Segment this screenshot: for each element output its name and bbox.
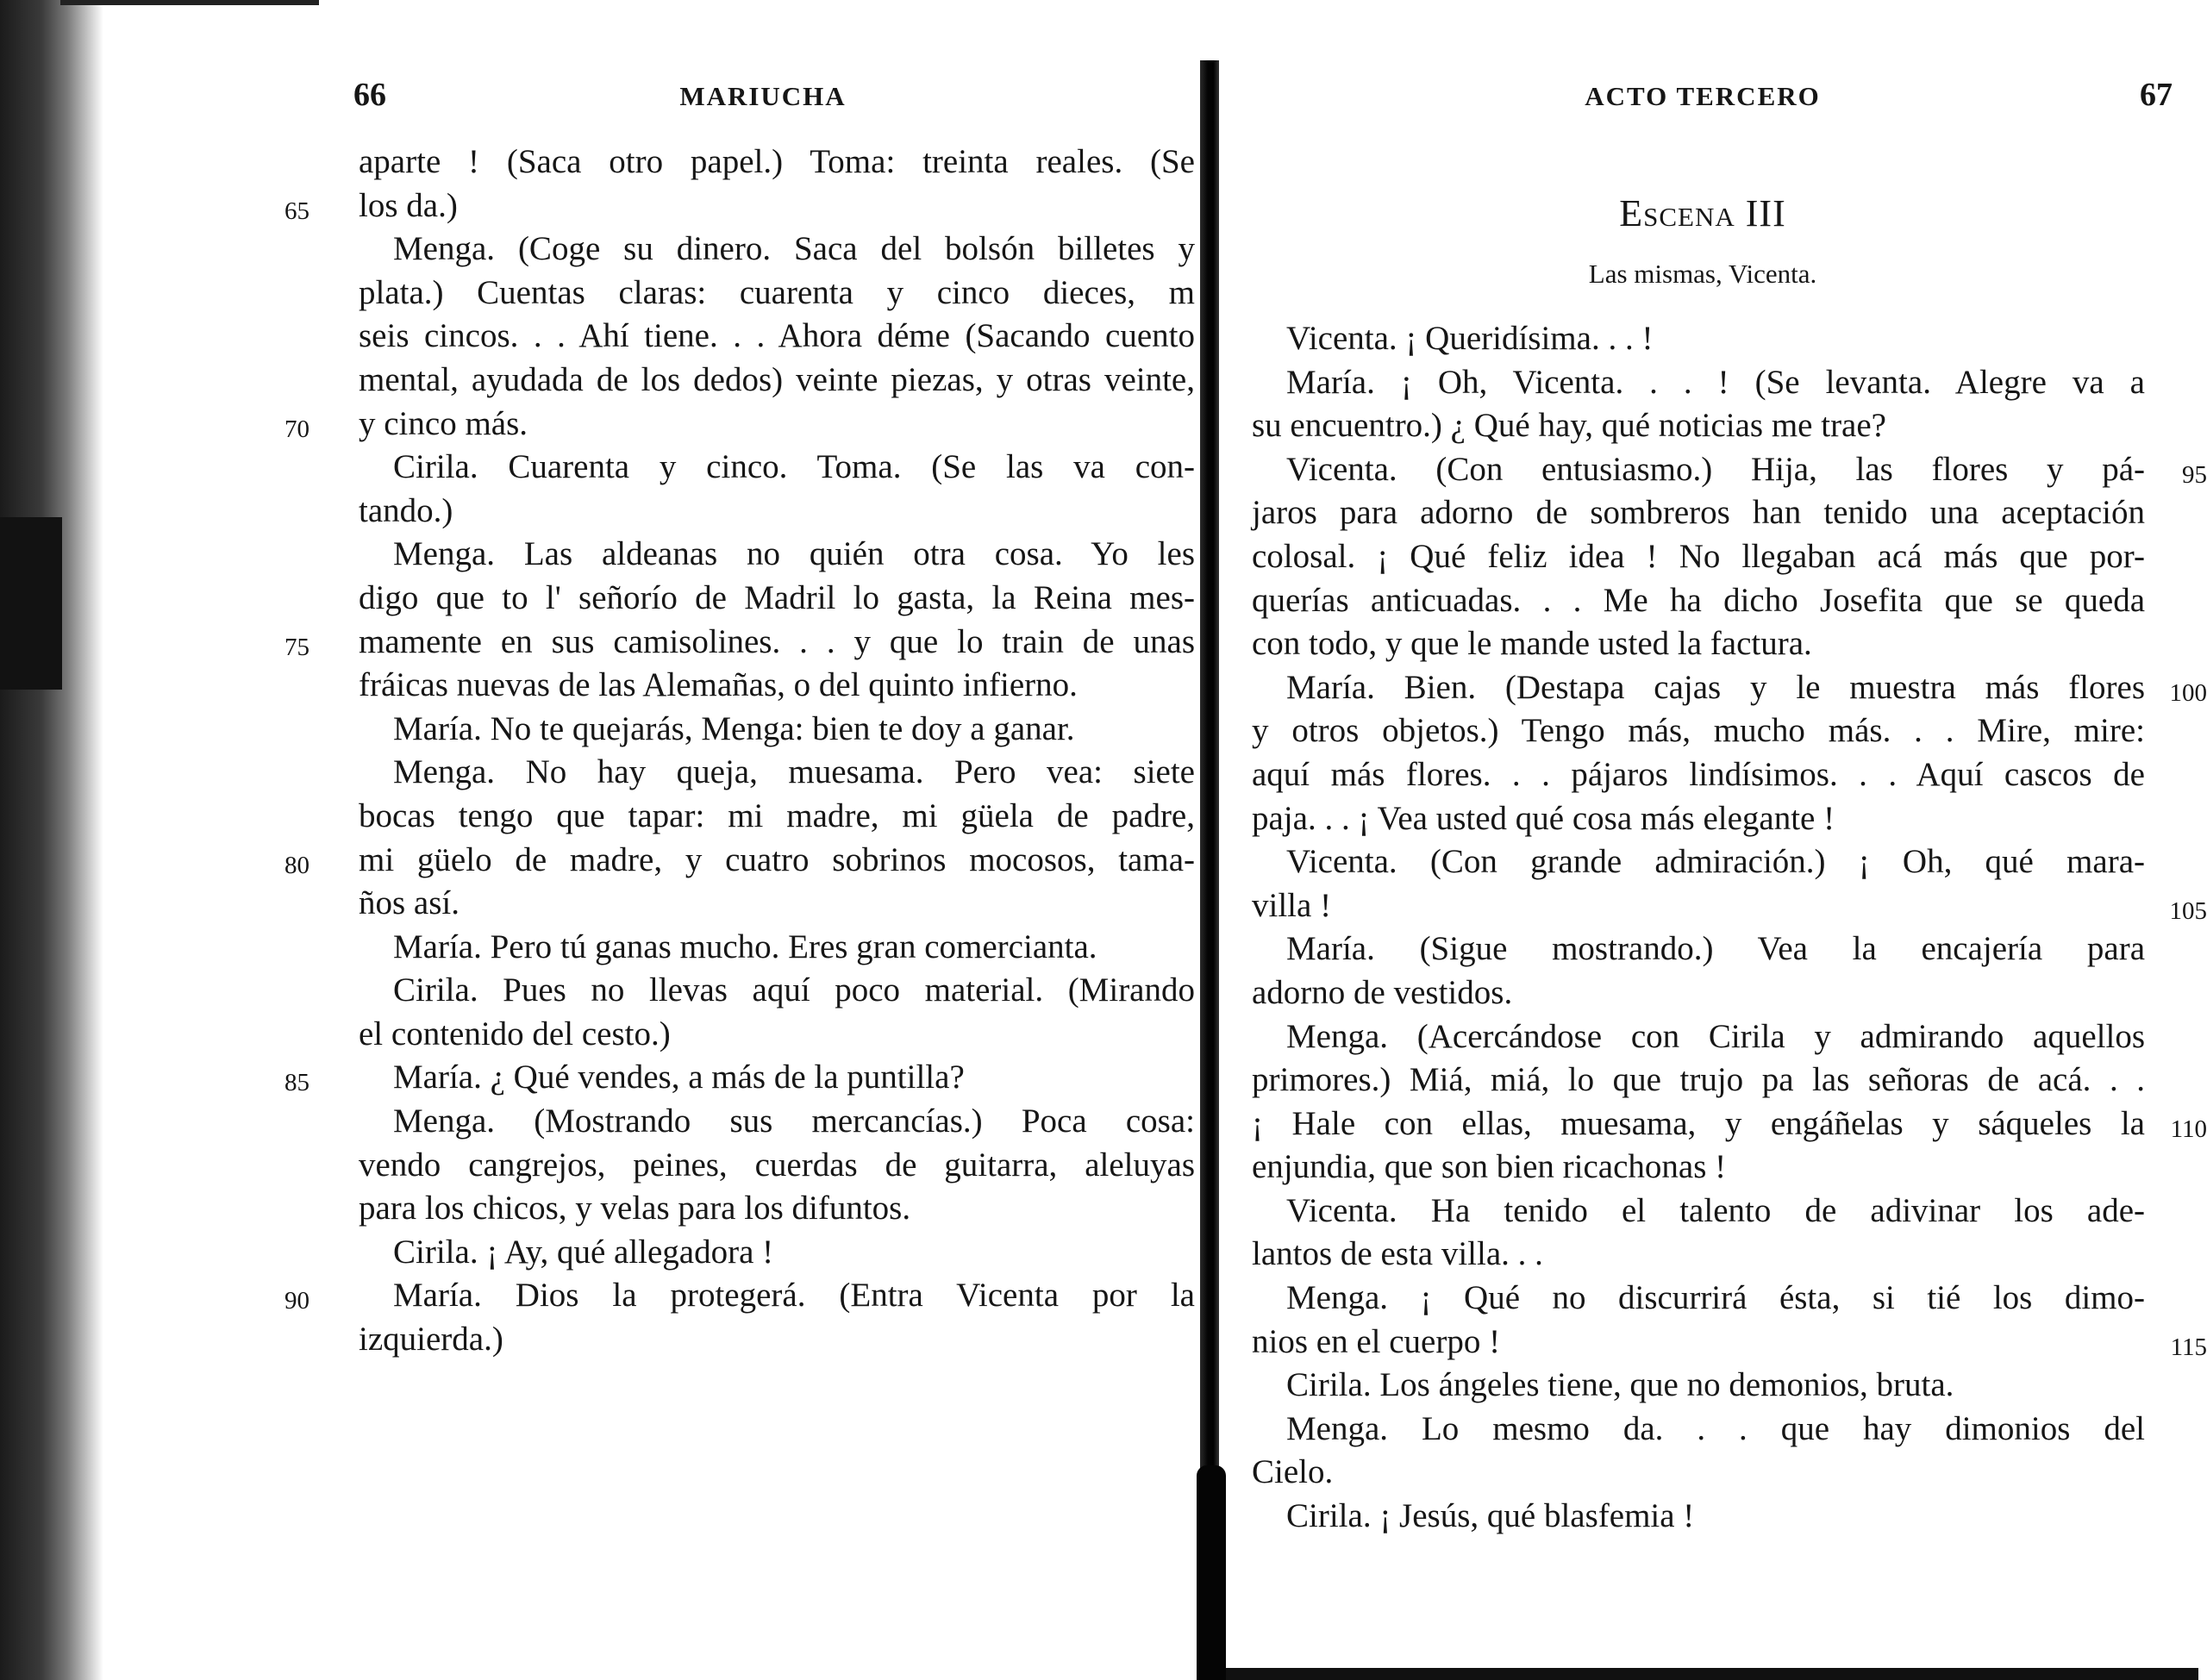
book-spine-blot [1197, 1465, 1226, 1680]
text-line [359, 228, 1195, 272]
line-text: Menga. (Coge su dinero. Saca del bolsón billetes y [393, 230, 1195, 268]
page-number: 67 [2140, 77, 2173, 113]
line-text: digo que to l' señorío de Madril lo gasta, la Reina mes- [359, 578, 1195, 616]
text-line [359, 926, 1195, 970]
line-number: 105 [2169, 896, 2207, 925]
text-line [359, 882, 1195, 926]
text-line [359, 1100, 1195, 1144]
text-line [359, 1144, 1195, 1188]
text-line [284, 1274, 1195, 1318]
line-text: ¡ Hale con ellas, muesama, y engáñelas y sáqueles la [1252, 1104, 2145, 1142]
text-line [284, 839, 1195, 883]
text-line [359, 490, 1195, 534]
left-page-text [284, 141, 1195, 1362]
text-line [284, 184, 1195, 228]
scene-cast-line: Las mismas, Vicenta. [1588, 259, 1817, 289]
line-text: Menga. Lo mesmo da. . . que hay dimonios del [1286, 1409, 2145, 1447]
line-text: jaros para adorno de sombreros han tenido una aceptación [1252, 494, 2145, 532]
text-line [1252, 666, 2207, 710]
text-line [359, 533, 1195, 577]
line-text: aparte ! (Saca otro papel.) Toma: treinta reales. (Se [359, 143, 1195, 180]
line-text: María. Bien. (Destapa cajas y le muestra más flores [1286, 668, 2145, 706]
text-line [1252, 361, 2145, 405]
book-spine-shadow [1200, 60, 1219, 1680]
line-text: mi güelo de madre, y cuatro sobrinos mocosos, tama- [359, 840, 1195, 878]
line-text: Cirila. ¡ Ay, qué allegadora ! [393, 1233, 774, 1271]
running-title: ACTO TERCERO [1585, 81, 1821, 111]
text-line [359, 664, 1195, 708]
scan-edge-bottom [1224, 1668, 2198, 1680]
line-text: María. ¿ Qué vendes, a más de la puntilla? [393, 1059, 965, 1096]
text-line [359, 1231, 1195, 1275]
page-number: 66 [353, 77, 386, 113]
line-text: enjundia, que son bien ricachonas ! [1252, 1148, 1727, 1186]
text-line [1252, 1495, 2145, 1539]
text-line [284, 403, 1195, 447]
line-text: fráicas nuevas de las Alemañas, o del quinto infierno. [359, 666, 1078, 704]
text-line [1252, 1015, 2145, 1059]
text-line [1252, 404, 2145, 448]
text-line [1252, 797, 2145, 841]
right-page-text [1252, 317, 2207, 1539]
line-text: villa ! [1252, 886, 1332, 924]
text-line [359, 1187, 1195, 1231]
text-line [1252, 1408, 2145, 1452]
line-text: Menga. ¡ Qué no discurrirá ésta, si tié los dimo- [1286, 1279, 2145, 1317]
line-text: María. No te quejarás, Menga: bien te doy a ganar. [393, 709, 1075, 747]
line-text: colosal. ¡ Qué feliz idea ! No llegaban acá más que por- [1252, 537, 2145, 575]
text-line [359, 751, 1195, 795]
line-text: seis cincos. . . Ahí tiene. . . Ahora déme (Sacando cuento [359, 317, 1195, 355]
line-text: querías anticuadas. . . Me ha dicho Josefita que se queda [1252, 581, 2145, 619]
text-line [1252, 1233, 2145, 1277]
scan-edge-left [0, 0, 103, 1680]
text-line [359, 315, 1195, 359]
line-number: 85 [284, 1069, 309, 1097]
line-text: aquí más flores. . . pájaros lindísimos. . . Aquí cascos de [1252, 755, 2145, 793]
text-line [1252, 927, 2145, 971]
line-text: Menga. (Mostrando sus mercancías.) Poca cosa: [393, 1102, 1195, 1140]
text-line [359, 1013, 1195, 1057]
scene-title: Escena III [1619, 192, 1786, 234]
line-text: adorno de vestidos. [1252, 973, 1513, 1011]
line-number: 70 [284, 415, 309, 443]
line-text: Menga. No hay queja, muesama. Pero vea: siete [393, 753, 1195, 791]
text-line [359, 969, 1195, 1013]
text-line [359, 577, 1195, 621]
line-number: 95 [2182, 460, 2207, 489]
line-text: izquierda.) [359, 1321, 503, 1358]
text-line [1252, 448, 2207, 492]
text-line [284, 1056, 1195, 1100]
line-text: mental, ayudada de los dedos) veinte piezas, y otras veinte, [359, 360, 1195, 398]
scan-edge-top [60, 0, 319, 5]
text-line [1252, 1277, 2145, 1321]
text-line [1252, 1146, 2145, 1190]
text-line [1252, 535, 2145, 579]
text-line [1252, 1364, 2145, 1408]
text-line [359, 446, 1195, 490]
right-running-head [1224, 76, 2181, 119]
line-text: Cirila. Pues no llevas aquí poco material. (Mirando [393, 971, 1195, 1009]
line-text: lantos de esta villa. . . [1252, 1235, 1543, 1273]
text-line [359, 272, 1195, 315]
text-line [1252, 1059, 2145, 1102]
text-line [359, 1318, 1195, 1362]
line-text: nios en el cuerpo ! [1252, 1322, 1501, 1360]
line-text: con todo, y que le mande usted la factura. [1252, 625, 1812, 663]
line-text: bocas tengo que tapar: mi madre, mi güela de padre, [359, 796, 1195, 834]
line-text: para los chicos, y velas para los difuntos. [359, 1190, 911, 1227]
text-line [1252, 709, 2145, 753]
text-line [1252, 579, 2145, 623]
text-line [359, 795, 1195, 839]
text-line [359, 359, 1195, 403]
line-text: tando.) [359, 491, 453, 529]
text-line [1252, 971, 2145, 1015]
line-text: Vicenta. (Con grande admiración.) ¡ Oh, qué mara- [1286, 843, 2145, 881]
line-text: ños así. [359, 884, 460, 922]
line-text: Cirila. ¡ Jesús, qué blasfemia ! [1286, 1497, 1695, 1535]
line-number: 65 [284, 197, 309, 225]
scan-shadow-left [0, 517, 62, 690]
line-text: Cirila. Cuarenta y cinco. Toma. (Se las va con- [393, 448, 1195, 486]
line-number: 75 [284, 633, 309, 661]
line-number: 110 [2170, 1115, 2207, 1143]
line-text: vendo cangrejos, peines, cuerdas de guitarra, aleluyas [359, 1146, 1195, 1183]
line-text: Menga. (Acercándose con Cirila y admirando aquellos [1286, 1017, 2145, 1055]
line-text: plata.) Cuentas claras: cuarenta y cinco dieces, m [359, 273, 1195, 311]
text-line [359, 141, 1195, 184]
line-text: Menga. Las aldeanas no quién otra cosa. Yo les [393, 535, 1195, 573]
line-number: 90 [284, 1287, 309, 1315]
line-number: 115 [2170, 1333, 2207, 1361]
line-text: primores.) Miá, miá, lo que trujo pa las señoras de acá. . . [1252, 1061, 2145, 1099]
text-line [359, 708, 1195, 752]
line-text: los da.) [359, 186, 458, 224]
line-text: Vicenta. (Con entusiasmo.) Hija, las flores y pá- [1286, 450, 2145, 488]
text-line [1252, 317, 2145, 361]
text-line [1252, 1451, 2145, 1495]
text-line [1252, 491, 2145, 535]
line-text: Vicenta. ¡ Queridísima. . . ! [1286, 320, 1654, 357]
text-line [1252, 1190, 2145, 1233]
line-text: Cielo. [1252, 1453, 1334, 1491]
running-title: MARIUCHA [679, 81, 847, 111]
text-line [1252, 884, 2207, 928]
line-text: María. Pero tú ganas mucho. Eres gran comercianta. [393, 927, 1097, 965]
line-text: y otros objetos.) Tengo más, mucho más. . . Mire, mire: [1252, 712, 2145, 750]
line-text: el contenido del cesto.) [359, 1015, 671, 1052]
text-line [1252, 840, 2145, 884]
text-line [284, 621, 1195, 665]
text-line [1252, 1102, 2207, 1146]
line-number: 80 [284, 851, 309, 879]
line-text: María. Dios la protegerá. (Entra Vicenta por la [393, 1277, 1195, 1315]
text-line [1252, 622, 2145, 666]
line-text: su encuentro.) ¿ Qué hay, qué noticias me trae? [1252, 407, 1886, 445]
line-number: 100 [2169, 678, 2207, 707]
line-text: Vicenta. Ha tenido el talento de adivinar los ade- [1286, 1191, 2145, 1229]
line-text: Cirila. Los ángeles tiene, que no demonios, bruta. [1286, 1366, 1954, 1404]
text-line [1252, 1321, 2207, 1365]
line-text: María. (Sigue mostrando.) Vea la encajería para [1286, 930, 2145, 968]
left-running-head [353, 76, 1172, 119]
line-text: y cinco más. [359, 404, 528, 442]
text-line [1252, 753, 2145, 797]
line-text: paja. . . ¡ Vea usted qué cosa más elegante ! [1252, 799, 1835, 837]
line-text: mamente en sus camisolines. . . y que lo train de unas [359, 622, 1195, 660]
line-text: María. ¡ Oh, Vicenta. . . ! (Se levanta. Alegre va a [1286, 363, 2145, 401]
